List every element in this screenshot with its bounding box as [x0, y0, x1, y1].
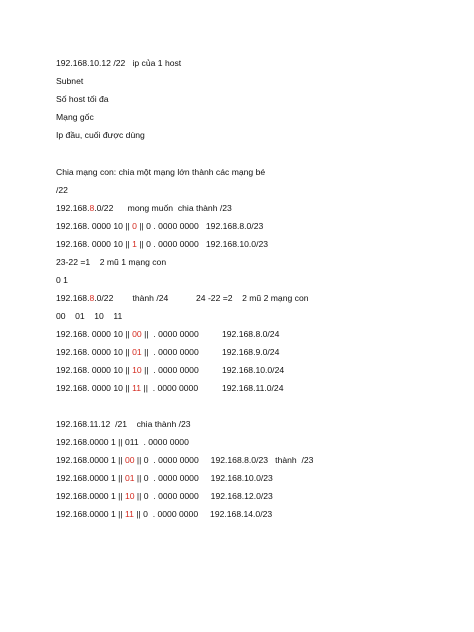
subnet-bits: 11 [124, 509, 134, 519]
network-address-line: Mạng gốc [56, 112, 94, 122]
subnet-bits: 10 [124, 491, 135, 501]
subnet-network: 192.168.10.0/24 [222, 365, 285, 375]
subnet-row: 192.168.0000 1 || 10 || 0 . 0000 0000 192.168.12.0/23 [56, 491, 273, 501]
subnet-row: 192.168. 0000 10 || 10 || . 0000 0000 [56, 365, 199, 375]
subnetting-heading: Chia mạng con: chia một mạng lớn thành các mạng bé [56, 167, 266, 177]
network-target-line: 192.168.8.0/22 thành /24 [56, 293, 169, 303]
subnet-row: 192.168.0000 1 || 01 || 0 . 0000 0000 192.168.10.0/23 [56, 473, 273, 483]
prefix-line: /22 [56, 185, 68, 195]
subnet-row: 192.168. 0000 10 || 11 || . 0000 0000 [56, 383, 199, 393]
network-target-line: 192.168.8.0/22 mong muốn chia thành /23 [56, 203, 232, 213]
subnet-bits: 10 [132, 365, 142, 375]
subnet-network: 192.168.11.0/24 [222, 383, 284, 393]
bit-values-line: 0 1 [56, 275, 68, 285]
highlight-octet: 8 [89, 293, 95, 303]
subnet-bit: 0 [132, 221, 137, 231]
subnet-bits: 01 [132, 347, 142, 357]
subnet-count-line: 23-22 =1 2 mũ 1 mạng con [56, 257, 167, 267]
first-last-ip-line: Ip đầu, cuối được dùng [56, 130, 145, 140]
max-hosts-line: Số host tối đa [56, 94, 109, 104]
subnet-row: 192.168.0000 1 || 00 || 0 . 0000 0000 192.168.8.0/23 thành /23 [56, 455, 314, 465]
subnet-bits: 00 [124, 455, 135, 465]
subnet-line: Subnet [56, 76, 84, 86]
subnet-row: 192.168.0000 1 || 11 || 0 . 0000 0000 192.168.14.0/23 [56, 509, 273, 519]
subnet-row: 192.168. 0000 10 || 00 || . 0000 0000 [56, 329, 199, 339]
subnet-row: 192.168. 0000 10 || 1 || 0 . 0000 0000 192.168.10.0/23 [56, 239, 269, 249]
subnet-network: 192.168.8.0/24 [222, 329, 280, 339]
bit-values-line: 00 01 10 11 [56, 311, 123, 321]
subnet-count-note: 24 -22 =2 2 mũ 2 mạng con [196, 293, 309, 303]
ip-host-line: 192.168.11.12 /21 chia thành /23 [56, 419, 191, 429]
subnet-row: 192.168. 0000 10 || 01 || . 0000 0000 [56, 347, 199, 357]
binary-line: 192.168.0000 1 || 011 . 0000 0000 [56, 437, 189, 447]
highlight-octet: 8 [89, 203, 95, 213]
subnet-bit: 1 [132, 239, 137, 249]
subnet-network: 192.168.9.0/24 [222, 347, 280, 357]
ip-host-line: 192.168.10.12 /22 ip của 1 host [56, 58, 182, 68]
subnet-bits: 01 [124, 473, 135, 483]
subnet-row: 192.168. 0000 10 || 0 || 0 . 0000 0000 192.168.8.0/23 [56, 221, 264, 231]
subnet-bits: 00 [132, 329, 142, 339]
subnet-bits: 11 [132, 383, 142, 393]
